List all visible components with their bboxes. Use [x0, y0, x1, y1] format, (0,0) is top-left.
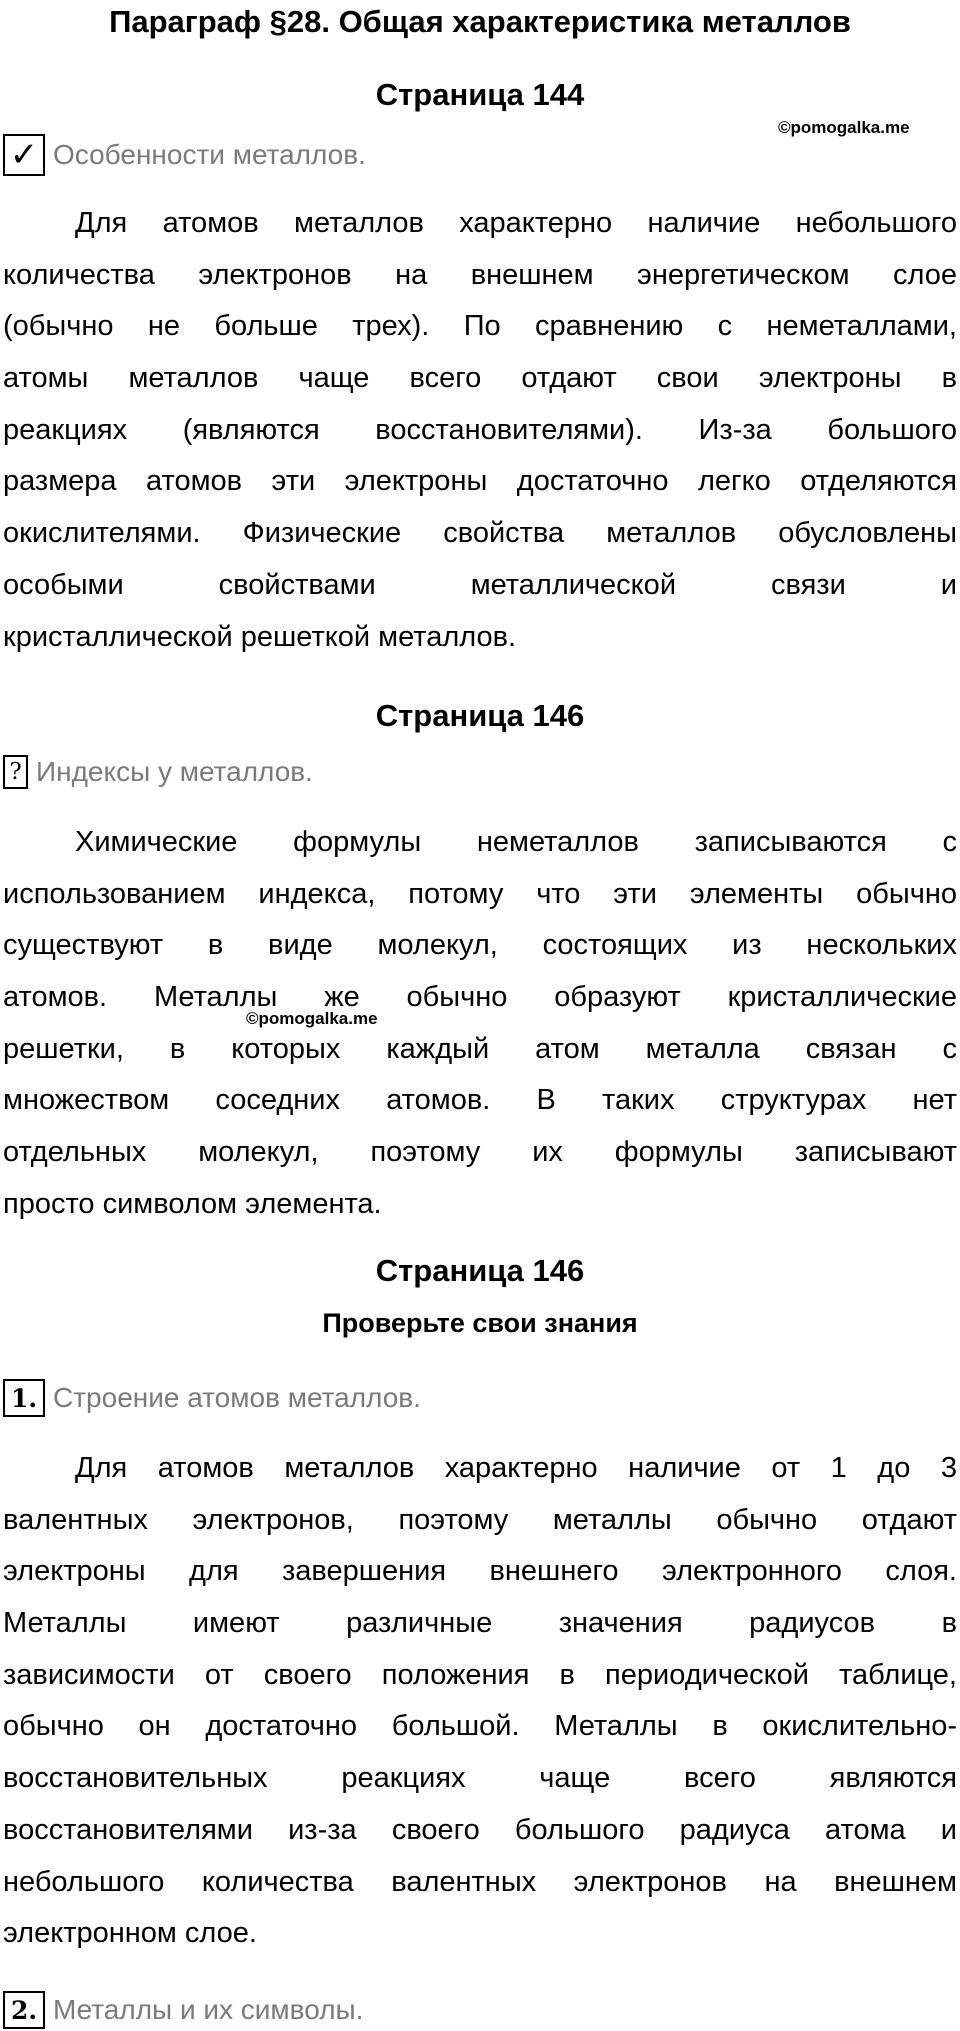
answer-paragraph-atom-structure: [3, 1443, 957, 1960]
text-line: небольшого количества валентных электронов на внешнем: [3, 1865, 957, 1898]
text-line: размера атомов эти электроны достаточно легко отделяются: [3, 465, 957, 498]
text-line: электроны для завершения внешнего электронного слоя.: [3, 1555, 957, 1588]
section-subheading-check-knowledge: Проверьте свои знания: [322, 1308, 638, 1338]
text-line: Для атомов металлов характерно наличие от 1 до 3: [75, 1452, 957, 1484]
question-features-of-metals: [3, 134, 366, 176]
text-line: отдельных молекул, поэтому их формулы записывают: [3, 1136, 957, 1169]
text-line: атомы металлов чаще всего отдают свои электроны в: [3, 362, 957, 395]
page-title: Параграф §28. Общая характеристика металлов: [109, 4, 851, 39]
text-line: зависимости от своего положения в периодической таблице,: [3, 1658, 957, 1691]
text-line: атомов. Металлы же обычно образуют кристаллические: [3, 981, 957, 1014]
text-line: валентных электронов, поэтому металлы обычно отдают: [3, 1503, 957, 1536]
watermark-middle: ©pomogalka.me: [246, 1009, 378, 1028]
text-line: существуют в виде молекул, состоящих из нескольких: [3, 929, 957, 962]
text-line: окислителями. Физические свойства металлов обусловлены: [3, 517, 957, 550]
text-line: особыми свойствами металлической связи и: [3, 568, 957, 601]
question-mark-icon: ?: [3, 755, 28, 789]
question-text: Особенности металлов.: [53, 139, 366, 170]
text-line: решетки, в которых каждый атом металла связан с: [3, 1032, 957, 1065]
text-line: Для атомов металлов характерно наличие небольшого: [75, 207, 957, 239]
text-line: кристаллической решеткой металлов.: [3, 620, 517, 653]
question-text: Строение атомов металлов.: [53, 1382, 421, 1413]
question-metal-indices: [3, 751, 313, 793]
text-line: электронном слое.: [3, 1917, 257, 1950]
text-line: реакциях (являются восстановителями). Из-за большого: [3, 413, 957, 446]
question-1-atom-structure: [3, 1377, 421, 1419]
watermark-top: ©pomogalka.me: [778, 118, 910, 137]
text-line: (обычно не больше трех). По сравнению с неметаллами,: [3, 310, 957, 343]
text-line: использованием индекса, потому что эти элементы обычно: [3, 877, 957, 910]
text-line: множеством соседних атомов. В таких структурах нет: [3, 1084, 957, 1117]
text-line: восстановителями из-за своего большого радиуса атома и: [3, 1813, 957, 1846]
question-text: Индексы у металлов.: [36, 756, 313, 787]
answer-paragraph-indices: [3, 817, 957, 1231]
text-line: восстановительных реакциях чаще всего являются: [3, 1762, 957, 1795]
text-line: обычно он достаточно большой. Металлы в окислительно-: [3, 1710, 957, 1743]
question-number-box: 2.: [3, 1991, 45, 2029]
section-heading-page-146: Страница 146: [375, 698, 585, 733]
section-heading-page-144: Страница 144: [375, 77, 585, 112]
question-number-box: 1.: [3, 1379, 45, 1417]
checkmark-icon: ✓: [3, 134, 45, 176]
question-text: Металлы и их символы.: [53, 1994, 364, 2025]
text-line: Химические формулы неметаллов записываются с: [75, 826, 957, 858]
text-line: Металлы имеют различные значения радиусов в: [3, 1607, 957, 1640]
question-2-metals-symbols: [3, 1989, 363, 2031]
answer-paragraph-features: [3, 198, 957, 663]
section-heading-page-146-check: Страница 146: [375, 1253, 585, 1288]
text-line: количества электронов на внешнем энергетическом слое: [3, 258, 957, 291]
text-line: просто символом элемента.: [3, 1187, 382, 1220]
